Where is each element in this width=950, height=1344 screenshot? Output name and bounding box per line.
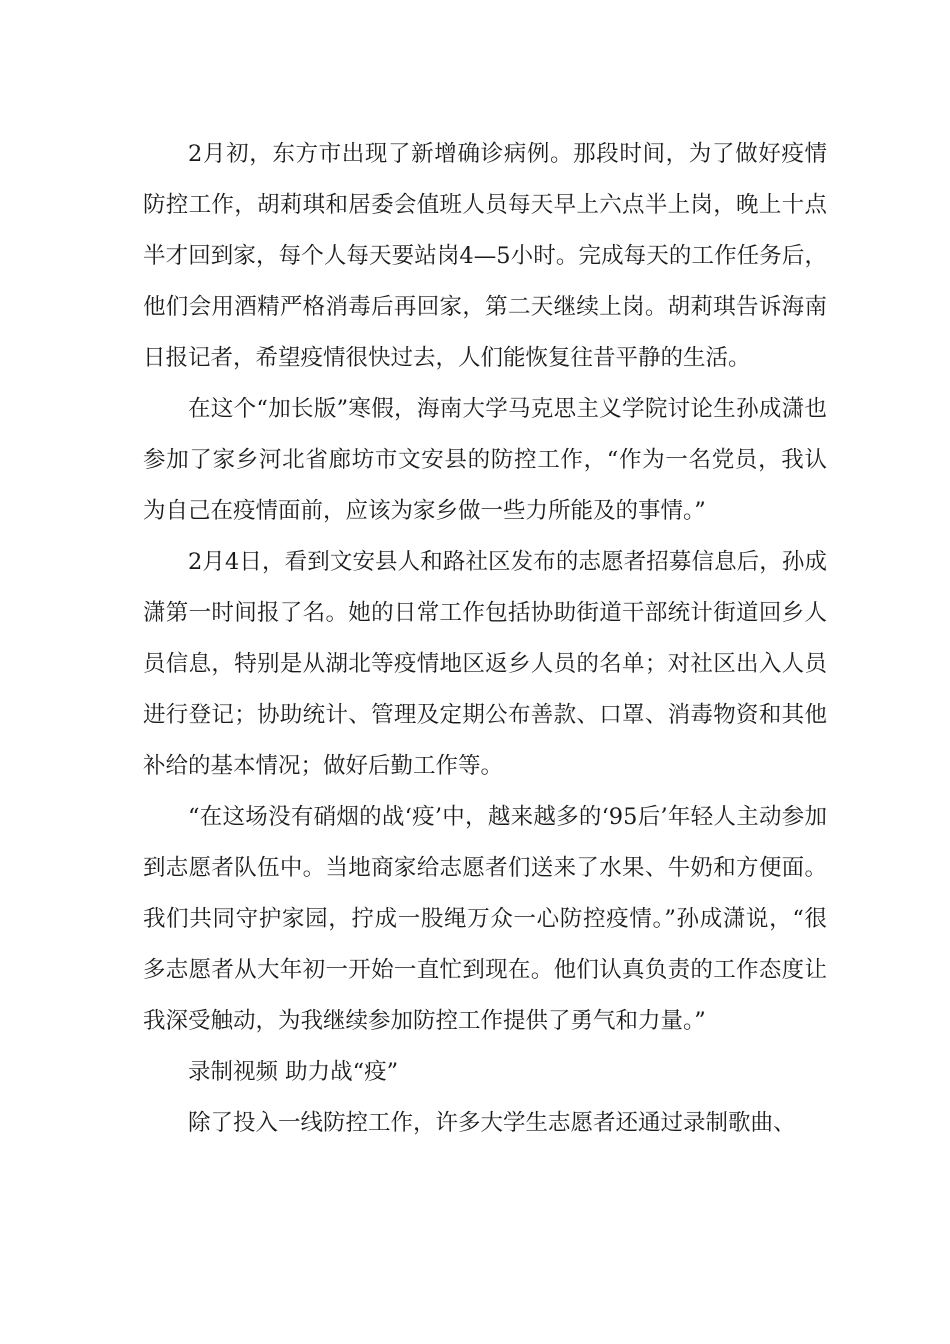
paragraph-1: 2月初，东方市出现了新增确诊病例。那段时间，为了做好疫情防控工作，胡莉琪和居委会值班人员每天早上六点半上岗，晚上十点半才回到家，每个人每天要站岗4—5小时。完成每天的工作任务后，他们会用酒精严格消毒后再回家，第二天继续上岗。胡莉琪告诉海南日报记者，希望疫情很快过去，人们能恢复往昔平静的生活。 [143, 141, 827, 371]
document-page [143, 129, 827, 1149]
paragraph-3: 2月4日，看到文安县人和路社区发布的志愿者招募信息后，孙成潇第一时间报了名。她的日常工作包括协助街道干部统计街道回乡人员信息，特别是从湖北等疫情地区返乡人员的名单；对社区出入人员进行登记；协助统计、管理及定期公布善款、口罩、消毒物资和其他补给的基本情况；做好后勤工作等。 [143, 549, 827, 779]
section-heading: 录制视频 助力战“疫” [188, 1059, 399, 1085]
paragraph-5: 除了投入一线防控工作，许多大学生志愿者还通过录制歌曲、 [188, 1110, 796, 1136]
paragraph-2: 在这个“加长版”寒假，海南大学马克思主义学院讨论生孙成潇也参加了家乡河北省廊坊市文安县的防控工作，“作为一名党员，我认为自己在疫情面前，应该为家乡做一些力所能及的事情。” [143, 396, 827, 524]
paragraph-4: “在这场没有硝烟的战‘疫’中，越来越多的‘95后’年轻人主动参加到志愿者队伍中。当地商家给志愿者们送来了水果、牛奶和方便面。我们共同守护家园，拧成一股绳万众一心防控疫情。”孙成潇说，“很多志愿者从大年初一开始一直忙到现在。他们认真负责的工作态度让我深受触动，为我继续参加防控工作提供了勇气和力量。” [143, 804, 827, 1034]
